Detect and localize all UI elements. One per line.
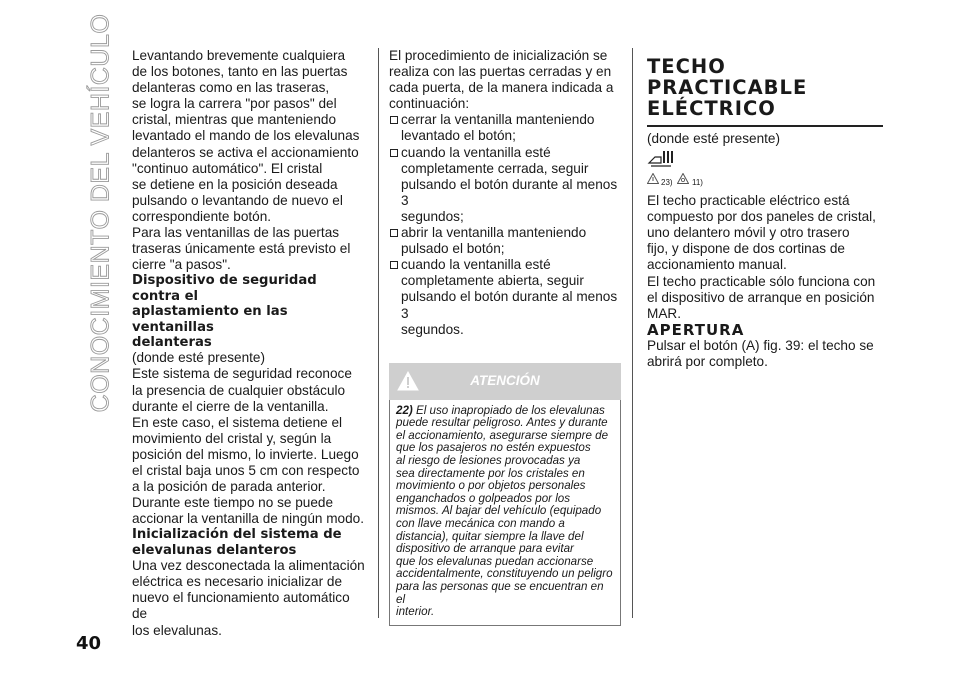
page-number: 40 bbox=[76, 633, 102, 654]
heading-anti-pinch: Dispositivo de seguridad contra el aplastamiento en las ventanillas delanteras bbox=[132, 273, 317, 350]
warning-number: 22) bbox=[396, 403, 413, 417]
list-item: cuando la ventanilla esté completamente abierta, seguir pulsando el botón durante al menos 3 segundos. bbox=[389, 257, 621, 337]
warning-header bbox=[389, 363, 621, 400]
list-item: abrir la ventanilla manteniendo pulsado el botón; bbox=[389, 225, 621, 257]
column-divider bbox=[378, 48, 379, 618]
paragraph-initialization: Una vez desconectada la alimentación eléctrica es necesario inicializar de nuevo el funcionamiento automático de los elevalunas. bbox=[132, 558, 365, 638]
paragraph-rear-windows: Para las ventanillas de las puertas traseras únicamente está previsto el cierre "a pasos". bbox=[132, 225, 351, 273]
paragraph-short-press: Levantando brevemente cualquiera de los botones, tanto en las puertas delanteras como en las traseras, se logra la carrera "por pasos" del cristal, mientras que manteniendo levantado el mando de los elevalunas delanteros se activa el accionamiento "continuo automático". El cristal se detiene en la posición deseada pulsando o levantando de nuevo el correspondiente botón. bbox=[132, 48, 360, 224]
paragraph-sunroof-description: El techo practicable eléctrico está compuesto por dos paneles de cristal, uno delantero móvil y otro trasero fijo, y dispone de dos cortinas de accionamiento manual. bbox=[647, 193, 876, 273]
warning-box: 22) El uso inapropiado de los elevalunas puede resultar peligroso. Antes y durante el accionamiento, asegurarse siempre de que los pasajeros no estén expuestos al riesgo de lesiones provocadas ya sea directamente por los cristales en movimiento o por objetos personales enganchados o golpeados por los mismos. Al bajar del vehículo (equipado con llave mecánica con mando a distancia), quitar siempre la llave del dispositivo de arranque para evitar que los elevalunas puedan accionarse accidentalmente, constituyendo un peligro para las personas que se encuentran en el interior. bbox=[389, 400, 621, 626]
warning-triangle-icon bbox=[647, 173, 659, 184]
section-title-sunroof: TECHO PRACTICABLE ELÉCTRICO bbox=[647, 56, 883, 127]
paragraph-opening: Pulsar el botón (A) fig. 39: el techo se abrirá por completo. bbox=[647, 337, 874, 370]
column-1 bbox=[132, 48, 368, 639]
column-divider bbox=[632, 48, 633, 618]
caution-triangle-icon bbox=[677, 173, 689, 184]
paragraph-sunroof-operation: El techo practicable sólo funciona con el dispositivo de arranque en posición MAR. bbox=[647, 273, 876, 321]
chapter-side-title: CONOCIMIENTO DEL VEHÍCULO bbox=[86, 13, 115, 413]
column-3 bbox=[647, 48, 879, 370]
paragraph-anti-pinch: (donde esté presente) Este sistema de seguridad reconoce la presencia de cualquier obstáculo durante el cierre de la ventanilla. En este caso, el sistema detiene el movimiento del cristal y, según la posición del mismo, lo invierte. Luego el cristal baja unos 5 cm con respecto a la posición de parada anterior. Durante este tiempo no se puede accionar la ventanilla de ningún modo. bbox=[132, 350, 365, 527]
paragraph-init-procedure: El procedimiento de inicialización se realiza con las puertas cerradas y en cada puerta, de la manera indicada a continuación: bbox=[389, 48, 614, 112]
column-2 bbox=[389, 48, 621, 626]
sunroof-icon-row bbox=[647, 149, 879, 171]
heading-apertura: APERTURA bbox=[647, 320, 745, 339]
caution-reference: 11) bbox=[692, 178, 703, 188]
sunroof-icon bbox=[647, 149, 675, 169]
warning-references bbox=[647, 171, 879, 193]
warning-reference: 23) bbox=[661, 178, 673, 188]
list-item: cerrar la ventanilla manteniendo levantado el botón; bbox=[389, 112, 621, 144]
heading-initialization: Inicialización del sistema de elevalunas delanteros bbox=[132, 527, 342, 558]
warning-title: ATENCIÓN bbox=[470, 372, 540, 388]
availability-note: (donde esté presente) bbox=[647, 131, 781, 146]
list-item: cuando la ventanilla esté completamente cerrada, seguir pulsando el botón durante al menos 3 segundos; bbox=[389, 145, 621, 225]
